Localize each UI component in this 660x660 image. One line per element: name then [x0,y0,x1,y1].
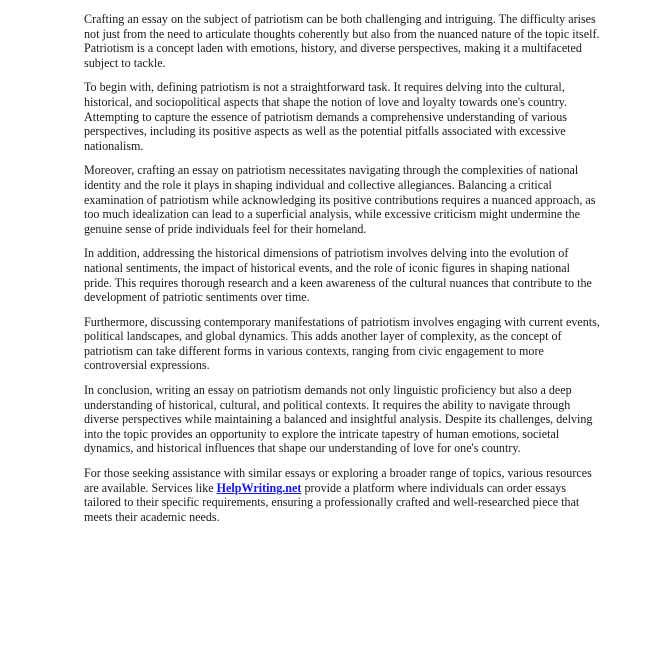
helpwriting-net-link[interactable]: HelpWriting.net [216,480,302,495]
paragraph-historical-dimensions: In addition, addressing the historical dimensions of patriotism involves delving into the evolution of national sentiments, the impact of historical events, and the role of iconic figures in shaping national pride. This requires thorough research and a keen awareness of the cultural nuances that contribute to the development of patriotic sentiments over time. [84,246,592,305]
document-body [84,12,600,524]
resources-text-before-link: For those seeking assistance with similar essays or exploring a broader range of topics, various resources are available. Services like [84,466,592,495]
paragraph-contemporary-manifestations: Furthermore, discussing contemporary manifestations of patriotism involves engaging with current events, political landscapes, and global dynamics. This adds another layer of complexity, as the concept of patriotism can take different forms in various contexts, ranging from civic engagement to more controversial expressions. [84,314,600,373]
paragraph-intro: Crafting an essay on the subject of patriotism can be both challenging and intriguing. The difficulty arises not just from the need to articulate thoughts coherently but also from the nuanced nature of the topic itself. Patriotism is a concept laden with emotions, history, and diverse perspectives, making it a multifaceted subject to tackle. [84,12,600,70]
paragraph-national-identity: Moreover, crafting an essay on patriotism necessitates navigating through the complexities of national identity and the role it plays in shaping individual and collective allegiances. Balancing a critical examination of patriotism while acknowledging its positive contributions requires a nuanced approach, as too much idealization can lead to a superficial analysis, while excessive criticism might undermine the genuine sense of pride individuals feel for their homeland. [84,163,596,236]
paragraph-conclusion: In conclusion, writing an essay on patriotism demands not only linguistic proficiency but also a deep understanding of historical, cultural, and political contexts. It requires the ability to navigate through diverse perspectives while maintaining a balanced and insightful analysis. Despite its challenges, delving into the topic provides an opportunity to explore the intricate tapestry of human emotions, societal dynamics, and historical influences that shape our understanding of love for one's country. [84,383,593,456]
paragraph-resources [84,466,600,524]
paragraph-defining-patriotism: To begin with, defining patriotism is not a straightforward task. It requires delving into the cultural, historical, and sociopolitical aspects that shape the notion of love and loyalty towards one's country. Attempting to capture the essence of patriotism demands a comprehensive understanding of various perspectives, including its positive aspects as well as the potential pitfalls associated with excessive nationalism. [84,80,568,153]
resources-text-after-link: provide a platform where individuals can order essays tailored to their specific requirements, ensuring a professionally crafted and well-researched piece that meets their academic needs. [84,480,580,524]
